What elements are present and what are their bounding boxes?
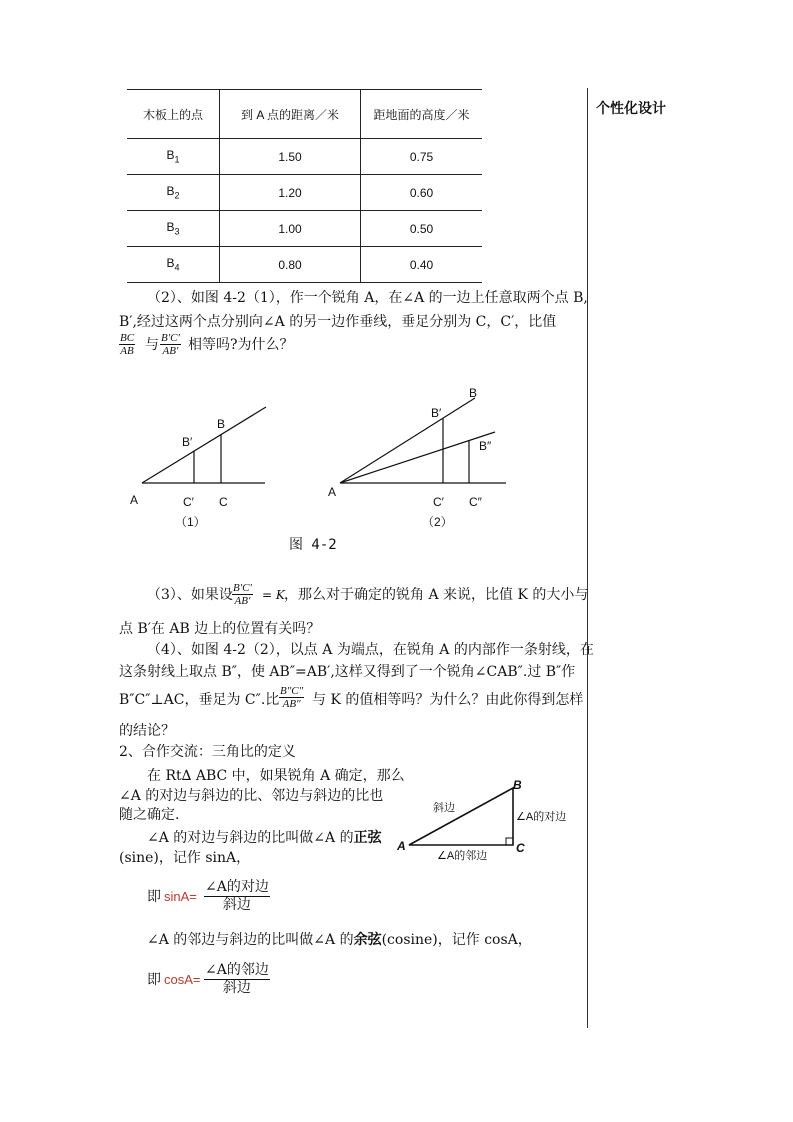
- table-row: [127, 247, 482, 283]
- table-cell-height: 0.75: [361, 139, 483, 175]
- q2-line1: （2）、如图 4-2（1），作一个锐角 A，在∠A 的一边上任意取两个点 B,: [147, 290, 588, 306]
- q4-line3-start: B″C″⊥AC，垂足为 C″.比: [119, 692, 280, 708]
- cosine-formula-lhs: cosA=: [164, 972, 201, 987]
- fig1-label-c-prime: C′: [183, 495, 194, 509]
- section2-p1: 在 Rt∆ ABC 中，如果锐角 A 确定，那么: [147, 768, 405, 784]
- fig1-label-b-prime: B′: [182, 435, 193, 449]
- table-row: [127, 139, 482, 175]
- table-row: [127, 175, 482, 211]
- sine-formula-prefix: 即: [147, 889, 161, 905]
- q2-fraction-bc-ab: $\frac{BC}{AB}$: [120, 332, 135, 357]
- section2-p3: 随之确定.: [119, 807, 180, 823]
- triangle-label-b: B: [513, 778, 522, 792]
- triangle-opposite-label: ∠A的对边: [516, 811, 567, 823]
- sine-formula-lhs: sinA=: [164, 889, 197, 904]
- table-header: 木板上的点: [127, 90, 220, 139]
- cosine-definition: ∠A 的邻边与斜边的比叫做∠A 的余弦(cosine)，记作 cosA，: [147, 932, 532, 948]
- sidebar-title: 个性化设计: [596, 101, 666, 117]
- table-cell-distance: 1.00: [220, 211, 361, 247]
- figure-4-2: [120, 380, 520, 530]
- q2-line2: B′,经过这两个点分别向∠A 的另一边作垂线，垂足分别为 C，C′，比值: [119, 314, 557, 330]
- table-header: 距地面的高度／米: [361, 90, 483, 139]
- fig2-label-c-double-prime: C″: [469, 495, 482, 509]
- section2-p2: ∠A 的对边与斜边的比、邻边与斜边的比也: [119, 788, 384, 804]
- fig2-label-b-prime: B′: [431, 406, 442, 420]
- table-cell-height: 0.50: [361, 211, 483, 247]
- fig2-ray-ab2: [340, 432, 495, 483]
- sine-formula-fraction: ∠A的对边 斜边: [205, 879, 269, 913]
- triangle-label-c: C: [516, 841, 525, 855]
- q2-fraction-b1c1-ab1: $\frac{B'C'}{AB'}$: [161, 332, 180, 357]
- fig1-label-a: A: [130, 493, 139, 507]
- fig2-label-b-double-prime: B″: [479, 439, 492, 453]
- q3-end: ，那么对于确定的锐角 A 来说，比值 K 的大小与: [284, 587, 589, 603]
- q3-start: （3）、如果设: [147, 587, 233, 603]
- table-cell-point: $B_4$: [127, 247, 220, 283]
- fig2-ray-ab: [340, 398, 475, 483]
- table-cell-height: 0.60: [361, 175, 483, 211]
- q4-line2: 这条射线上取点 B″，使 AB″=AB′,这样又得到了一个锐角∠CAB″.过 B″作: [119, 664, 576, 680]
- right-angle-mark: [506, 838, 513, 845]
- table-cell-distance: 1.20: [220, 175, 361, 211]
- sine-definition-line2: (sine)，记作 sinA，: [119, 850, 251, 866]
- q4-line3-end: 与 K 的值相等吗？为什么？由此你得到怎样: [312, 692, 584, 708]
- table-cell-point: $B_2$: [127, 175, 220, 211]
- table-cell-height: 0.40: [361, 247, 483, 283]
- sine-term: 正弦: [353, 830, 382, 846]
- table-cell-point: $B_3$: [127, 211, 220, 247]
- fig2-caption: （2）: [422, 515, 453, 529]
- fig2-label-c-prime: C′: [433, 495, 444, 509]
- table-cell-point: $B_1$: [127, 139, 220, 175]
- table-header-row: [127, 90, 482, 139]
- cosine-formula-prefix: 即: [147, 972, 161, 988]
- table-header: 到 A 点的距离／米: [220, 90, 361, 139]
- right-triangle-figure: [395, 775, 585, 865]
- q4-fraction-b2c2-ab2: $\frac{B''C''}{AB''}$: [280, 685, 304, 710]
- triangle-adjacent-label: ∠A的邻边: [437, 850, 488, 862]
- q4-line1: （4）、如图 4-2（2），以点 A 为端点，在锐角 A 的内部作一条射线，在: [147, 642, 594, 658]
- q3-line2: 点 B′在 AB 边上的位置有关吗？: [119, 621, 321, 637]
- triangle-hypotenuse-label: 斜边: [433, 802, 455, 814]
- fig2-label-a: A: [328, 485, 337, 499]
- fig1-caption: （1）: [175, 515, 206, 529]
- cosine-term: 余弦: [353, 932, 382, 948]
- fig1-label-c: C: [219, 495, 228, 509]
- column-divider: [587, 88, 588, 1028]
- q2-mid-text: 与: [145, 337, 159, 353]
- data-table: [127, 89, 482, 283]
- fig1-label-b: B: [217, 417, 226, 431]
- figure-caption: 图 4-2: [289, 537, 337, 553]
- q3-equals-k: = K: [262, 588, 285, 602]
- fig1-ray-ab: [142, 407, 266, 483]
- q4-line4: 的结论？: [119, 723, 175, 739]
- q3-fraction-b1c1-ab1: $\frac{B'C'}{AB'}$: [233, 582, 252, 607]
- table-row: [127, 211, 482, 247]
- triangle-abc: [409, 788, 513, 845]
- triangle-label-a: A: [397, 839, 406, 853]
- section2-heading: 2、合作交流：三角比的定义: [119, 744, 296, 760]
- sine-definition: ∠A 的对边与斜边的比叫做∠A 的正弦: [147, 830, 382, 846]
- fig2-label-b: B: [469, 386, 478, 400]
- cosine-formula-fraction: ∠A的邻边 斜边: [205, 962, 269, 996]
- table-cell-distance: 0.80: [220, 247, 361, 283]
- table-cell-distance: 1.50: [220, 139, 361, 175]
- q2-end-text: 相等吗?为什么？: [188, 337, 294, 353]
